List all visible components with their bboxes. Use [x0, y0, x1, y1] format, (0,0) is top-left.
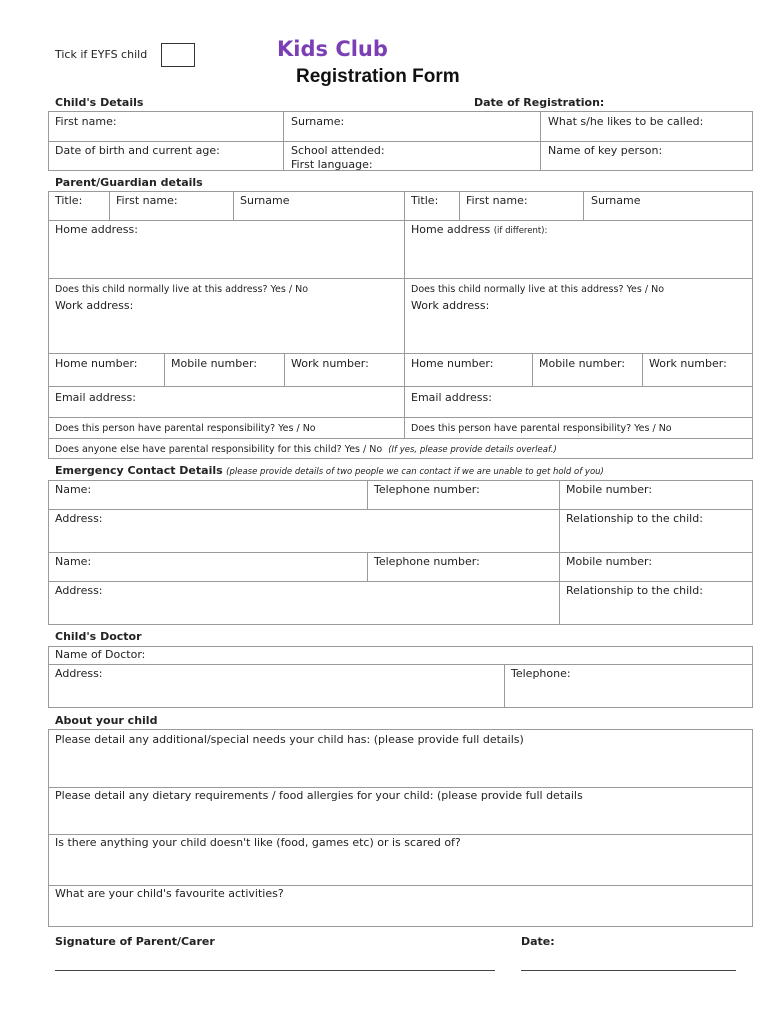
date-line[interactable] — [521, 970, 736, 971]
eyfs-checkbox[interactable] — [161, 43, 195, 67]
favourite-activities-field[interactable]: What are your child's favourite activities? — [55, 887, 284, 900]
guardian1-mobile-number-field[interactable]: Mobile number: — [171, 357, 258, 370]
divider — [233, 191, 234, 220]
guardian2-work-number-field[interactable]: Work number: — [649, 357, 727, 370]
eyfs-label: Tick if EYFS child — [55, 48, 148, 61]
guardian1-home-number-field[interactable]: Home number: — [55, 357, 138, 370]
guardian1-work-address-field[interactable]: Work address: — [55, 299, 134, 312]
dietary-field[interactable]: Please detail any dietary requirements / food allergies for your child: (please provide full details — [55, 789, 583, 802]
date-label: Date: — [521, 935, 555, 948]
contact2-address-field[interactable]: Address: — [55, 584, 103, 597]
guardian2-email-field[interactable]: Email address: — [411, 391, 492, 404]
contact1-name-field[interactable]: Name: — [55, 483, 92, 496]
overleaf-note: (If yes, please provide details overleaf.) — [388, 445, 557, 455]
child-first-name-field[interactable]: First name: — [55, 115, 117, 128]
divider — [404, 191, 405, 438]
guardian1-title-field[interactable]: Title: — [55, 194, 83, 207]
divider — [284, 353, 285, 386]
divider — [540, 111, 541, 171]
guardian2-work-address-field[interactable]: Work address: — [411, 299, 490, 312]
divider — [367, 552, 368, 581]
key-person-field[interactable]: Name of key person: — [548, 144, 663, 157]
guardian1-home-address-field[interactable]: Home address: — [55, 223, 138, 236]
guardian2-first-name-field[interactable]: First name: — [466, 194, 528, 207]
emergency-heading-row — [55, 464, 604, 479]
contact1-relationship-field[interactable]: Relationship to the child: — [566, 512, 703, 525]
divider — [48, 438, 753, 439]
divider — [367, 480, 368, 509]
guardian1-email-field[interactable]: Email address: — [55, 391, 136, 404]
contact2-mobile-field[interactable]: Mobile number: — [566, 555, 653, 568]
doctor-table — [48, 646, 753, 708]
divider — [48, 509, 753, 510]
guardian1-surname-field[interactable]: Surname — [240, 194, 290, 207]
divider — [48, 581, 753, 582]
school-field[interactable]: School attended: — [291, 144, 385, 157]
date-of-registration-label: Date of Registration: — [474, 96, 605, 109]
guardian-heading: Parent/Guardian details — [55, 176, 203, 189]
if-different-note: (if different): — [493, 226, 548, 236]
guardian1-first-name-field[interactable]: First name: — [116, 194, 178, 207]
child-details-heading: Child's Details — [55, 96, 144, 109]
divider — [48, 885, 753, 886]
divider — [283, 111, 284, 171]
divider — [459, 191, 460, 220]
guardian1-parental-resp[interactable]: Does this person have parental responsibility? Yes / No — [55, 423, 316, 434]
dislikes-field[interactable]: Is there anything your child doesn't like (food, games etc) or is scared of? — [55, 836, 461, 849]
doctor-name-field[interactable]: Name of Doctor: — [55, 648, 146, 661]
guardian2-title-field[interactable]: Title: — [411, 194, 439, 207]
divider — [48, 386, 753, 387]
contact1-mobile-field[interactable]: Mobile number: — [566, 483, 653, 496]
doctor-telephone-field[interactable]: Telephone: — [511, 667, 571, 680]
contact2-relationship-field[interactable]: Relationship to the child: — [566, 584, 703, 597]
divider — [48, 353, 753, 354]
guardian2-parental-resp[interactable]: Does this person have parental responsibility? Yes / No — [411, 423, 672, 434]
guardian2-home-number-field[interactable]: Home number: — [411, 357, 494, 370]
contact2-telephone-field[interactable]: Telephone number: — [374, 555, 480, 568]
form-title: Kids Club — [277, 37, 388, 61]
guardian1-live-question[interactable]: Does this child normally live at this address? Yes / No — [55, 284, 309, 295]
divider — [48, 278, 753, 279]
divider — [164, 353, 165, 386]
child-surname-field[interactable]: Surname: — [291, 115, 345, 128]
divider — [48, 417, 753, 418]
guardian1-work-number-field[interactable]: Work number: — [291, 357, 369, 370]
signature-label: Signature of Parent/Carer — [55, 935, 215, 948]
signature-line[interactable] — [55, 970, 495, 971]
divider — [559, 480, 560, 625]
anyone-else-question[interactable] — [55, 443, 557, 457]
divider — [109, 191, 110, 220]
dob-age-field[interactable]: Date of birth and current age: — [55, 144, 220, 157]
divider — [48, 141, 753, 142]
emergency-heading: Emergency Contact Details — [55, 464, 223, 477]
divider — [48, 220, 753, 221]
divider — [48, 552, 753, 553]
guardian2-live-question[interactable]: Does this child normally live at this address? Yes / No — [411, 284, 665, 295]
contact1-telephone-field[interactable]: Telephone number: — [374, 483, 480, 496]
anyone-else-label: Does anyone else have parental responsibility for this child? Yes / No — [55, 444, 383, 455]
emergency-note: (please provide details of two people we can contact if we are unable to get hold of you) — [226, 467, 604, 477]
guardian-table — [48, 191, 753, 459]
about-heading: About your child — [55, 714, 158, 727]
divider — [48, 664, 753, 665]
guardian2-home-address-field[interactable] — [411, 223, 547, 238]
divider — [532, 353, 533, 386]
guardian2-surname-field[interactable]: Surname — [591, 194, 641, 207]
special-needs-field[interactable]: Please detail any additional/special needs your child has: (please provide full details) — [55, 733, 524, 746]
divider — [48, 787, 753, 788]
divider — [48, 834, 753, 835]
likes-called-field[interactable]: What s/he likes to be called: — [548, 115, 704, 128]
guardian2-mobile-number-field[interactable]: Mobile number: — [539, 357, 626, 370]
doctor-heading: Child's Doctor — [55, 630, 142, 643]
form-subtitle: Registration Form — [296, 66, 460, 87]
language-field[interactable]: First language: — [291, 158, 373, 171]
divider — [642, 353, 643, 386]
contact2-name-field[interactable]: Name: — [55, 555, 92, 568]
divider — [504, 664, 505, 708]
contact1-address-field[interactable]: Address: — [55, 512, 103, 525]
doctor-address-field[interactable]: Address: — [55, 667, 103, 680]
home-address-label: Home address — [411, 223, 491, 236]
divider — [583, 191, 584, 220]
